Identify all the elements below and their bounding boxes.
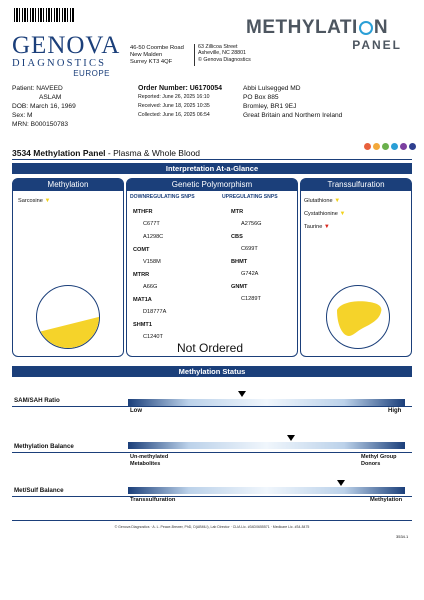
methylation-panel — [12, 178, 124, 357]
doctor-city: Bromley, BR1 9EJ — [243, 103, 297, 110]
address-line: © Genova Diagnostics — [198, 56, 251, 63]
snp-value: A1298C — [143, 234, 164, 240]
red-flag-icon: ▼ — [323, 224, 330, 230]
dna-icon — [359, 21, 373, 35]
item-label: Sarcosine — [18, 198, 43, 204]
lab-address-uk — [130, 45, 184, 66]
down-snps-header: DOWNREGULATING SNPS — [130, 194, 195, 200]
order-received: Received: June 18, 2025 10:35 — [138, 103, 210, 109]
snp-value: D18777A — [143, 309, 167, 315]
sam-sah-label: SAM/SAH Ratio — [14, 397, 60, 404]
footer-text: © Genova Diagnostics · A. L. Peace-Brewer, PhD, D(ABMLI), Lab Director · CLIA Lic. #34D0655571 · Medicare Lic. #34-8475 — [114, 525, 310, 529]
doctor-name: Abbi Lulsegged MD — [243, 85, 301, 92]
page-code: 3534.1 — [396, 534, 409, 539]
up-snp-list — [231, 206, 295, 309]
snp-value: C677T — [143, 221, 160, 227]
sam-sah-scale — [128, 399, 405, 406]
doctor-country: Great Britain and Northern Ireland — [243, 112, 343, 119]
logo-text: METHYLATI — [246, 17, 358, 38]
sam-sah-marker — [238, 391, 246, 397]
color-dot — [400, 143, 407, 150]
gene-name: BHMT — [231, 259, 248, 265]
methyl-donors-label: Methyl Group Donors — [361, 454, 397, 467]
row-rule — [12, 496, 412, 497]
transsulfuration-label: Transsulfuration — [130, 497, 176, 503]
item-label: Glutathione — [304, 198, 333, 204]
color-dot — [382, 143, 389, 150]
row-rule — [12, 406, 412, 407]
snp-value: C1240T — [143, 334, 163, 340]
yellow-flag-icon: ▼ — [334, 198, 341, 204]
patient-dob: DOB: March 16, 1969 — [12, 103, 76, 110]
lab-address-us — [198, 44, 251, 63]
glutathione-item — [304, 198, 340, 204]
report-title-main: 3534 Methylation Panel — [12, 148, 106, 158]
order-info — [138, 84, 222, 120]
up-snps-header: UPREGULATING SNPS — [222, 194, 278, 200]
unmethylated-label: Un-methylated Metabolites — [130, 454, 169, 467]
order-number: Order Number: U6170054 — [138, 85, 223, 92]
address-line: Surrey KT3 4QF — [130, 59, 173, 65]
met-sulf-scale — [128, 487, 405, 494]
gene-name: SHMT1 — [133, 322, 152, 328]
transsulfuration-header: Transsulfuration — [301, 179, 411, 191]
report-title — [12, 148, 200, 158]
methylation-gauge — [36, 285, 100, 349]
methylation-header: Methylation — [13, 179, 123, 191]
color-dot — [391, 143, 398, 150]
gene-name: MTHFR — [133, 209, 153, 215]
color-dot — [364, 143, 371, 150]
genova-subtitle: DIAGNOSTICS — [12, 58, 107, 69]
title-rule — [12, 159, 412, 160]
down-snp-list — [133, 206, 213, 347]
genova-wordmark: GENOVA — [12, 32, 121, 59]
yellow-flag-icon: ▼ — [44, 198, 51, 204]
genetic-polymorphism-panel — [126, 178, 298, 357]
gene-name: MTR — [231, 209, 244, 215]
cystathionine-item — [304, 211, 345, 217]
logo-line1 — [246, 18, 406, 38]
gauge-fill — [37, 316, 100, 349]
doctor-info — [243, 84, 342, 120]
taurine-item — [304, 224, 330, 230]
logo-text: N — [373, 17, 389, 38]
met-sulf-marker — [337, 480, 345, 486]
high-label: High — [388, 408, 402, 414]
doctor-box: PO Box 885 — [243, 94, 279, 101]
methylation-status-header: Methylation Status — [12, 366, 412, 377]
methylation-balance-marker — [287, 435, 295, 441]
methylation-balance-label: Methylation Balance — [14, 443, 74, 450]
item-label: Cystathionine — [304, 211, 338, 217]
transsulfuration-panel — [300, 178, 412, 357]
methylation-label: Methylation — [370, 497, 403, 503]
snp-value: C699T — [241, 246, 258, 252]
liver-icon — [327, 286, 390, 349]
gene-name: CBS — [231, 234, 243, 240]
methylation-gauge-graphic — [37, 286, 100, 349]
address-line: 63 Zillicoa Street — [198, 44, 238, 50]
logo-line2: PANEL — [352, 38, 402, 52]
patient-mrn: MRN: B000150783 — [12, 121, 69, 128]
address-line: 46-50 Coombe Road — [130, 45, 184, 51]
report-title-sub: - Plasma & Whole Blood — [105, 148, 201, 158]
polymorphism-header: Genetic Polymorphism — [127, 179, 297, 191]
row-rule — [12, 452, 412, 453]
order-reported: Reported: June 26, 2025 16:10 — [138, 94, 210, 100]
color-dot — [373, 143, 380, 150]
liver-shape — [337, 301, 381, 336]
barcode — [14, 8, 74, 22]
liver-gauge — [326, 285, 390, 349]
patient-sex: Sex: M — [12, 112, 33, 119]
address-line: New Malden — [130, 52, 163, 58]
address-divider — [194, 44, 195, 66]
patient-surname: ASLAM — [39, 94, 62, 101]
methylation-balance-scale — [128, 442, 405, 449]
address-line: Asheville, NC 28801 — [198, 50, 246, 57]
order-collected: Collected: June 16, 2025 06:54 — [138, 112, 210, 118]
genova-region: EUROPE — [73, 69, 110, 78]
snp-value: G742A — [241, 271, 259, 277]
snp-value: A2756G — [241, 221, 262, 227]
not-ordered-label: Not Ordered — [177, 341, 244, 355]
gene-name: MAT1A — [133, 297, 152, 303]
yellow-flag-icon: ▼ — [339, 211, 346, 217]
genova-logo — [12, 32, 121, 79]
color-dot — [409, 143, 416, 150]
interpretation-header: Interpretation At-a-Glance — [12, 163, 412, 174]
gene-name: MTRR — [133, 272, 150, 278]
footer-rule — [12, 520, 412, 521]
snp-value: C1289T — [241, 296, 261, 302]
item-label: Taurine — [304, 224, 323, 230]
snp-value: V158M — [143, 259, 161, 265]
patient-name: Patient: NAVEED — [12, 85, 63, 92]
methylation-panel-logo — [246, 18, 406, 52]
low-label: Low — [130, 408, 142, 414]
color-dots — [364, 143, 416, 150]
gene-name: COMT — [133, 247, 150, 253]
snp-value: A66G — [143, 284, 158, 290]
sarcosine-item — [18, 198, 50, 204]
met-sulf-label: Met/Sulf Balance — [14, 487, 64, 494]
patient-info — [12, 84, 76, 129]
gene-name: GNMT — [231, 284, 248, 290]
